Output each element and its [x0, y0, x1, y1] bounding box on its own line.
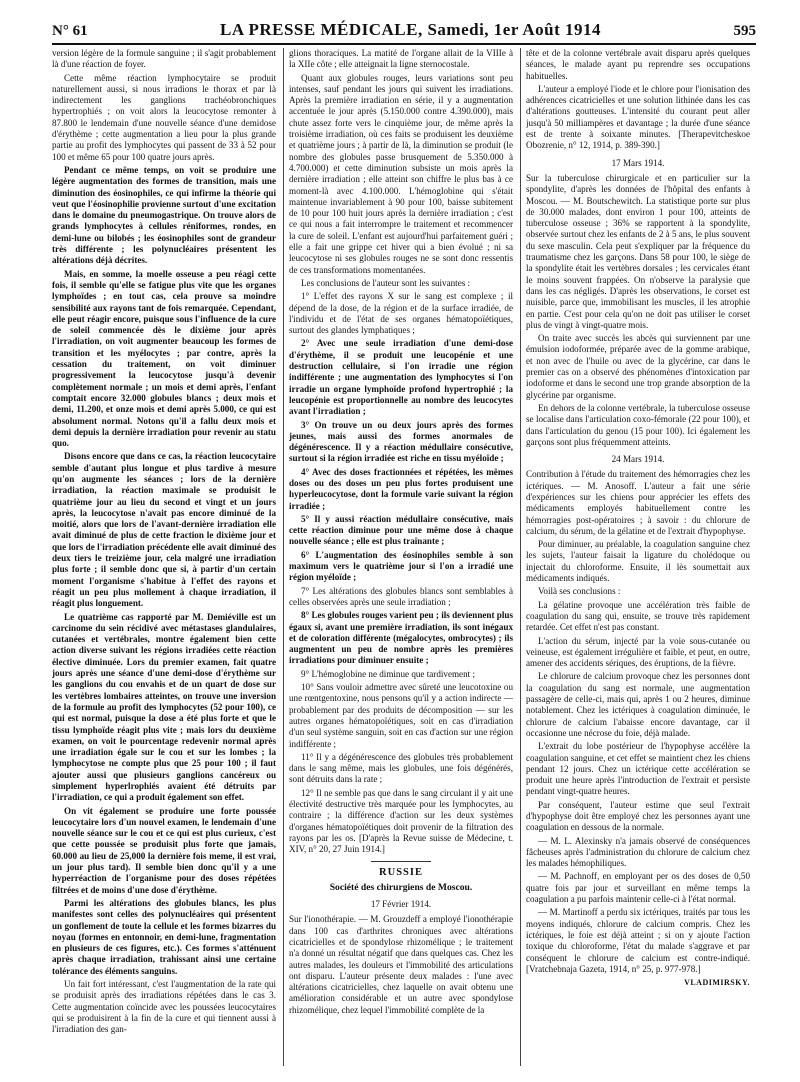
- paragraph: Quant aux globules rouges, leurs variations sont peu intenses, sauf pendant les jours qui suivent les irradiations. Après la première irradiation en série, il y a augmentation accentuée le jour après (5.150.000 contre 4.390.000), mais chute assez forte vers le cinquième jour, de même après la troisième irradiation, où ces faits se produisent les deuxième et quatrième jours ; à partir de là, la diminution se produit (le nombre des globules passe brusquement de 5.350.000 à 4.700.000) et cette diminution subsiste un mois après la dernière irradiation ; elle atteint son chiffre le plus bas à ce moment-là avec 4.100.000. L'hémoglobine qui s'était maintenue invariablement à 90 pour 100, baisse subitement de 10 pour 100 huit jours après la dernière irradiation ; c'est ce qui nous a fait interrompre le traitement et recommencer la cure de soleil. L'enfant est aujourd'hui parfaitement guéri ; elle a fait une grippe cet hiver qui a bien évolué ; ni sa leucocytose ni ses globules rouges ne se sont donc ressentis de ces transformations momentanées.: [289, 72, 513, 275]
- paragraph: Un fait fort intéressant, c'est l'augmentation de la rate qui se produisit après des irradiations répétées dans le cas 3. Cette augmentation coïncide avec les poussées leucocytaires qui se produisirent à la fin de la cure et qui tiennent aussi à l'irradiation des gan-: [52, 979, 276, 1035]
- paragraph: Par conséquent, l'auteur estime que seul l'extrait d'hypophyse doit être employé chez les personnes ayant une coagulation en dessous de la normale.: [526, 799, 750, 833]
- paragraph: — M. L. Alexinsky n'a jamais observé de conséquences fâcheuses après l'administration du chlorure de calcium chez les malades hémophiliques.: [526, 835, 750, 869]
- issue-number: N° 61: [52, 23, 88, 39]
- paragraph: On vit également se produire une forte poussée leucocytaire lors d'un nouvel examen, le lendemain d'une nouvelle séance sur le cou et ce qui est plus curieux, c'est que cette poussée se produisit plus forte que jamais, 60.000 au lieu de 25,000 la dernière fois meme, il est vrai, un jour plus tard). Il semble bien donc qu'il y a une hyperréaction de l'organisme pour des doses répétées filtrées et de moins d'une dose d'érythème.: [52, 805, 276, 895]
- column-2: [289, 48, 513, 1066]
- paragraph: 4° Avec des doses fractionnées et répétées, les mêmes doses ou des doses un peu plus fortes produisent une hyperleucocytose, dont la formule varie suivant la région irradiée ;: [289, 466, 513, 511]
- paragraph: Mais, en somme, la moelle osseuse a peu réagi cette fois, il semble qu'elle se fatigue plus vite que les organes lymphoïdes ; en tout cas, cela prouve sa moindre sensibilité aux rayons tant de fois remarquée. Cependant, elle peut réagir encore, puisque sous l'influence de la cure de soleil commencée dès le dixième jour après l'irradiation, on voit augmenter beaucoup les formes de transition et les myélocytes ; par contre, après la cessation du traitement, on voit diminuer progressivement la leucocytose jusqu'à devenir complètement normale ; un mois et demi après, l'enfant comptait encore 32.000 globules blancs ; deux mois et demi, 11.200, et onze mois et demi après 5.000, ce qui est absolument normal. Notons qu'il a fallu deux mois et demi depuis la dernière irradiation pour revenir au statu quo.: [52, 268, 276, 449]
- section-divider: [371, 861, 431, 862]
- paragraph: 12° Il ne semble pas que dans le sang circulant il y ait une électivité destructive très marquée pour les lymphocytes, au contraire ; la différence d'action sur les deux systèmes d'organes hématopoïétiques doit provenir de la filtration des rayons par les os. [D'après la Revue suisse de Médecine, t. XIV, n° 20, 27 Juin 1914.]: [289, 787, 513, 855]
- paragraph: Le chlorure de calcium provoque chez les personnes dont la coagulation du sang est normale, une augmentation passagère de celle-ci, mais qui, après 1 ou 2 heures, diminue notablement. Chez les ictériques à coagulation diminuée, le chlorure de calcium l'abaisse encore davantage, car il occasionne une nécrose du foie, déjà malade.: [526, 671, 750, 738]
- paragraph: Sur la tuberculose chirurgicale et en particulier sur la spondylite, d'après les données de l'hôpital des enfants à Moscou. — M. Boutschewitch. La statistique porte sur plus de 30.000 malades, dont environ 1 pour 100, atteints de tuberculose osseuse ; 36% se rapportent à la spondylite, observée surtout chez les enfants de 2 à 5 ans, le plus souvent du sexe masculin. Cela peut s'expliquer par la fréquence du traumatisme chez les garçons. Dans 58 pour 100, le siège de la spondylite était les vertèbres dorsales ; les cervicales étant le moins souvent frappées. On n'observe la paralysie que dans les cas négligés. D'après les observations, le corset est nuisible, parce que, immobilisant les muscles, il les atrophie en partie. C'est pour cela qu'on ne doit pas utiliser le corset plus de vingt à vingt-quatre mois.: [526, 172, 750, 330]
- paragraph: Voilà ses conclusions :: [538, 586, 621, 597]
- paragraph: glions thoraciques. La matité de l'organe allait de la VIIIe à la XIIe côte ; elle atteignait la ligne sternocostale.: [289, 48, 513, 70]
- paragraph: L'action du sérum, injecté par la voie sous-cutanée ou veineuse, est également irrégulière et faible, et peut, en outre, amener des accidents sériques, des éruptions, de la fièvre.: [526, 635, 750, 669]
- col1-body: [52, 48, 276, 1036]
- column-1: [52, 48, 276, 1066]
- paragraph: Parmi les altérations des globules blancs, les plus manifestes sont celles des polynucléaires qui présentent un gonflement de toute la cellule et les formes bizarres du noyau (formes en entonnoir, en demi-lune, fragmentation en plusieurs de ces figures, etc.). Ces formes s'atténuent après chaque irradiation, trahissant ainsi une certaine tolérance des éléments sanguins.: [52, 897, 276, 976]
- journal-title: LA PRESSE MÉDICALE, Samedi, 1er Août 1914: [220, 20, 602, 39]
- paragraph: La gélatine provoque une accélération très faible de coagulation du sang qui, ensuite, se trouve très rapidement retardée. Cet effet n'est pas constant.: [526, 599, 750, 633]
- meeting-date-3: 24 Mars 1914.: [611, 454, 665, 465]
- paragraph: 5° Il y aussi réaction médullaire consécutive, mais cette réaction diminue pour une même dose à chaque nouvelle séance ; elle est plus traînante ;: [289, 513, 513, 547]
- author-signature: VLADIMIRSKY.: [684, 978, 750, 988]
- column-rule-left: [283, 48, 284, 1066]
- paragraph: Pour diminuer, au préalable, la coagulation sanguine chez les sujets, l'auteur faisait la ligature du cholédoque ou injectait du chloroforme. Ensuite, il lès soumettait aux médicaments indiqués.: [526, 539, 750, 584]
- paragraph: Les conclusions de l'auteur sont les suivantes :: [301, 277, 471, 288]
- paragraph: Le quatrième cas rapporté par M. Demiéville est un carcinome du sein récidivé avec métastases glandulaires, cutanées et vertébrales, montre également bien cette action diverse suivant les régions irradiées cette réaction élective diminuée. Lors du premier examen, fait quatre jours après une séance d'une demi-dose d'érythème sur les ganglions du cou envahis et de un quart de dose sur les vertèbres lombaires atteintes, on trouve une inversion de la formule au profit des lymphocytes (52 pour 100), ce qui est normal, puisque la dose a été plus forte et que le tissu lymphoïde réagit plus vite ; mais lors du deuxième examen, on voit le pourcentage redevenir normal après une irradiation égale sur le cou et sur les lombes ; la lymphocytose ne compte plus que 25 pour 100 ; il faut ajouter aussi que plusieurs ganglions cancéreux ou simplement hyperlrophiés avaient été détruits par l'irradiation, ce qui a produit également son effet.: [52, 611, 276, 803]
- paragraph: Sur l'ionothérapie. — M. Grouzdeff a employé l'ionothérapie dans 100 cas d'arthrites chroniques avec altérations cicatricielles et de spondylose rhizomélique ; le traitement n'a donné un résultat négatif que dans quelques cas. Chez les autres malades, les douleurs et l'immobilité des articulations ont disparu. L'auteur présente deux malades : l'une avec altérations cicatricielles, chez laquelle on avait obtenu une amélioration considérable et un autre avec spondylose rhizomélique, chez lequel l'immobilité complète de la: [289, 914, 513, 1015]
- paragraph: 8° Les globules rouges varient peu ; ils deviennent plus égaux si, avant une première irradiation, ils sont inégaux et de coloration différente (mégalocytes, ombrocytes) ; ils augmentent un peu de nombre après les premières irradiations pour diminuer ensuite ;: [289, 610, 513, 666]
- paragraph: 11° Il y a dégénérescence des globules très probablement dans le sang même, mais les globules, une fois dégénérés, sont détruits dans la rate ;: [289, 751, 513, 785]
- paragraph: En dehors de la colonne vertébrale, la tuberculose osseuse se localise dans l'articulation coxo-fémorale (22 pour 100), et dans l'articulation du genou (15 pour 100). Ici également les garçons sont plus fréquemment atteints.: [526, 402, 750, 447]
- paragraph: On traite avec succès les abcès qui surviennent par une émulsion iodoformée, préparée avec de la gomme arabique, et non avec de l'huile ou avec de la glycérine, car dans le premier cas on a observé des phénomènes d'intoxication par iodoforme et dans le second une trop grande absorption de la glycérine par organisme.: [526, 333, 750, 400]
- paragraph: Pendant ce même temps, on voit se produire une légère augmentation des formes de transition, mais une diminution des éosinophiles, ce qui infirme la théorie qui veut que l'éosinophilie provienne surtout d'une excitation dans le domaine du pneumogastrique. On trouve alors de grands lymphocytes à cellules réniformes, rondes, en demi-lune ou bilobés ; les éosinophiles sont de grandeur très différente ; les polynucléaires présentent les altérations déjà décrites.: [52, 164, 276, 266]
- paragraph: Cette même réaction lymphocytaire se produit naturellement aussi, si nous irradions le thorax et par là indirectement les ganglions trachéobronchiques hypertrophiés ; on voit alors la leucocytose remonter à 87.800 le lendemain d'une nouvelle séance d'une demidose d'érythème ; cette augmentation a lieu pour la plus grande partie au profit des lymphocytes qui passent de 33 à 52 pour 100 et même 65 pour 100 quatre jours après.: [52, 72, 276, 162]
- society-name: Société des chirurgiens de Moscou.: [329, 881, 473, 893]
- paragraph: version légère de la formule sanguine ; il s'agit probablement là d'une réaction de foyer.: [52, 48, 276, 70]
- paragraph: 7° Les altérations des globules blancs sont semblables à celles observées après une seule irradiation ;: [289, 585, 513, 607]
- section-heading-russie: RUSSIE: [379, 867, 423, 879]
- paragraph: 3° On trouve un ou deux jours après des formes jeunes, mais aussi des formes anormales de dégénérescence. Il y a réaction médullaire consécutive, surtout si la région irradiée est riche en tissu myéloïde ;: [289, 419, 513, 464]
- page-number: 595: [733, 23, 756, 39]
- paragraph: 10° Sans vouloir admettre avec sûreté une leucotoxine ou une rœntgentoxine, nous pensons qu'il y a action indirecte — probablement par des produits de décomposition — sur les autres organes hématopoïétiques, soit en cas d'irradiation d'un seul système sanguin, soit en cas d'action sur une région indifférente ;: [289, 682, 513, 749]
- column-rule-right: [520, 48, 521, 1066]
- paragraph: 1° L'effet des rayons X sur le sang est complexe ; il dépend de la dose, de la région et de la surface irradiée, de l'individu et de l'état de ses organes hématopoïétiques, surtout des glandes lymphatiques ;: [289, 291, 513, 336]
- paragraph: 9° L'hémoglobine ne diminue que tardivement ;: [301, 668, 475, 679]
- paragraph: 2° Avec une seule irradiation d'une demi-dose d'érythème, il se produit une leucopénie et une destruction cellulaire, si l'on irradie une région indifférente ; une augmentation des lymphocytes si l'on irradie un organe lymphoïde profond hypertrophié ; la leucopénie est proportionnelle au nombre des leucocytes avant l'irradiation ;: [289, 338, 513, 417]
- col3c-body: [526, 469, 750, 975]
- paragraph: Contribution à l'étude du traitement des hémorragies chez les ictériques. — M. Anosoff. L'auteur a fait une série d'expériences sur les chiens pour apprécier les effets des médicaments employés habituellement contre les hémorragies post-opératoires ; à savoir : du chlorure de calcium, du sérum, de la gélatine et de l'extrait d'hypophyse.: [526, 469, 750, 536]
- column-3: [526, 48, 750, 1066]
- col2-body: [289, 48, 513, 855]
- col2b-body: [289, 914, 513, 1016]
- col3-body: [526, 48, 750, 152]
- paragraph: Disons encore que dans ce cas, la réaction leucocytaire semble d'autant plus longue et plus tardive à mesure qu'on augmente les séances ; lors de la dernière irradiation, la réaction maximale se produisit le quatrième jour au lieu du second et vingt et un jours après, la leucocytose n'avait pas encore diminué de la moitié, alors que lors de l'avant-dernière irradiation elle avait diminué de plus de cette fraction le dixième jour et que lors de l'irradiation précédente elle avait diminué des deux tiers le treizième jour, cela malgré une irradiation plus forte ; il semble donc que si, à partir d'un certain moment l'organisme s'habitue à l'effet des rayons et réagit un peu plus mollement à chaque irradiation, il réagit plus longuement.: [52, 451, 276, 609]
- meeting-date-2: 17 Mars 1914.: [611, 157, 665, 168]
- col3b-body: [526, 173, 750, 448]
- paragraph: tête et de la colonne vertébrale avait disparu après quelques séances, le malade ayant pu reprendre ses occupations habituelles.: [526, 48, 750, 81]
- paragraph: — M. Martinoff a perdu six ictériques, traités par tous les moyens indiqués, chlorure de calcium compris. Chez les ictériques, le foie est déjà atteint ; si on y ajoute l'action toxique du chloroforme, l'état du malade s'aggrave et par conséquent le chlorure de calcium est contre-indiqué. [Vratchebnaja Gazeta, 1914, n° 25, p. 977-978.]: [526, 907, 750, 974]
- running-header: [52, 14, 756, 45]
- meeting-date: 17 Février 1914.: [370, 899, 432, 910]
- paragraph: 6° L'augmentation des éosinophiles semble à son maximum vers le quatrième jour si l'on a irradié une région myéloïde ;: [289, 549, 513, 583]
- paragraph: L'auteur a employé l'iode et le chlore pour l'ionisation des adhérences cicatricielles et une solution lithinée dans les cas d'altérations goutteuses. L'intensité du courant peut aller jusqu'à 50 milliampères et davantage ; la durée d'une séance est de trente à soixante minutes. [Therapevitcheskoe Obozrenie, n° 12, 1914, p. 389-390.]: [526, 83, 750, 151]
- paragraph: — M. Pachnoff, en employant per os des doses de 0,50 quatre fois par jour et surveillant en même temps la coagulation a pu parfois maintenir celle-ci à l'état normal.: [526, 871, 750, 905]
- paragraph: L'extrait du lobe postérieur de l'hypophyse accélère la coagulation sanguine, et cet effet se maintient chez les chiens pendant 12 jours. Chez un ictérique cette accélération se produit une heure après l'introduction de l'extrait et persiste pendant vingt-quatre heures.: [526, 741, 750, 797]
